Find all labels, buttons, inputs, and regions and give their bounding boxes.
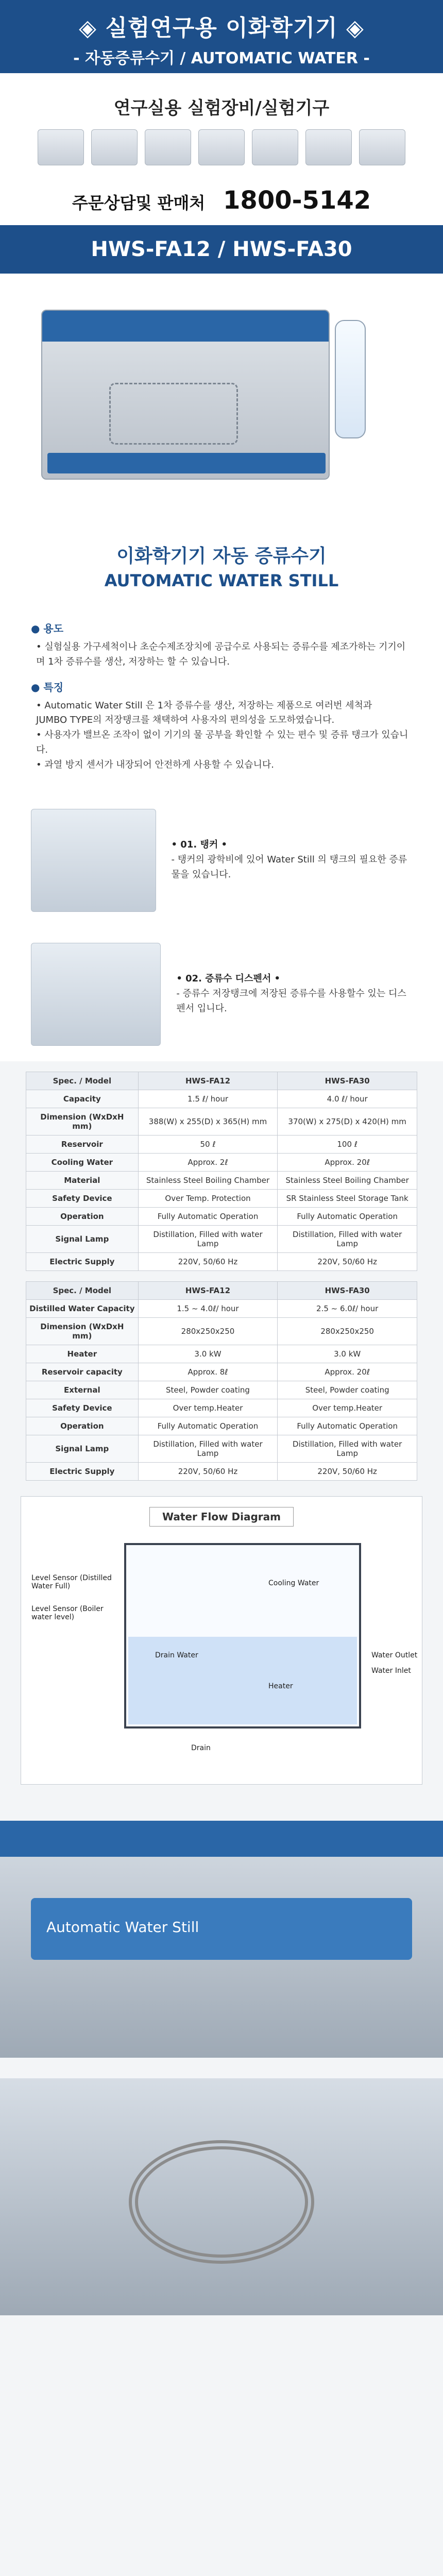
- detail-2: [0, 927, 443, 1061]
- table-row: [26, 1299, 417, 1317]
- spec1-cell: Material: [26, 1171, 139, 1189]
- control-panel: [47, 453, 326, 473]
- detail-2-title: • 02. 증류수 디스펜서 •: [176, 973, 280, 985]
- spec2-cell: Signal Lamp: [26, 1435, 139, 1462]
- spec1-cell: Distillation, Filled with water Lamp: [138, 1225, 278, 1252]
- table-row: [26, 1108, 417, 1135]
- heater-coil: [129, 2140, 314, 2264]
- feature-2: JUMBO TYPE의 저장탱크를 채택하여 사용자의 편의성을 도모하였습니다.: [36, 715, 335, 726]
- spec2-cell: 1.5 ~ 4.0ℓ/ hour: [138, 1299, 278, 1317]
- machine-top: [42, 311, 329, 342]
- water-flow-diagram: [21, 1496, 422, 1785]
- info-section: [0, 601, 443, 793]
- header-subtitle: - 자동증류수기 / AUTOMATIC WATER -: [73, 49, 370, 67]
- spec1-cell: Cooling Water: [26, 1153, 139, 1171]
- spec2-cell: Fully Automatic Operation: [278, 1417, 417, 1435]
- diagram-tank: [124, 1543, 361, 1728]
- spec2-cell: Distillation, Filled with water Lamp: [278, 1435, 417, 1462]
- diagram-label-heater: Heater: [268, 1682, 293, 1690]
- spec1-cell: 220V, 50/60 Hz: [278, 1252, 417, 1270]
- spec2-cell: Over temp.Heater: [278, 1399, 417, 1417]
- spec2-cell: Distilled Water Capacity: [26, 1299, 139, 1317]
- spec1-cell: Electric Supply: [26, 1252, 139, 1270]
- feature-3: • 사용자가 밸브온 조작이 없이 기기의 물 공부을 확인할 수 있는 편수 및 증류 탱크가 있습니다.: [36, 730, 408, 755]
- header: [0, 0, 443, 73]
- product-title: [0, 521, 443, 601]
- spec1-cell: 1.5 ℓ/ hour: [138, 1090, 278, 1108]
- spec1-header: Spec. / Model: [26, 1072, 139, 1090]
- table-row: [26, 1171, 417, 1189]
- condenser-tube: [335, 320, 366, 438]
- photo-panel: [31, 1898, 412, 1960]
- table-row: [26, 1381, 417, 1399]
- feature-title: ● 특징: [31, 681, 64, 693]
- spec2-cell: 2.5 ~ 6.0ℓ/ hour: [278, 1299, 417, 1317]
- product-image: [305, 129, 352, 165]
- diagram-label-drain-water: Drain Water: [155, 1651, 198, 1659]
- header-title: ◈ 실험연구용 이화학기기 ◈: [79, 15, 364, 41]
- spec1-header: HWS-FA12: [138, 1072, 278, 1090]
- spec1-cell: Reservoir: [26, 1135, 139, 1153]
- product-heading: 연구실용 실험장비/실험기구: [113, 98, 330, 118]
- spec2-header: HWS-FA12: [138, 1281, 278, 1299]
- spec1-cell: 370(W) x 275(D) x 420(H) mm: [278, 1108, 417, 1135]
- spec2-cell: 3.0 kW: [278, 1345, 417, 1363]
- use-title: ● 용도: [31, 622, 64, 635]
- diagram-title: Water Flow Diagram: [149, 1507, 294, 1527]
- diagram-label-level-sensor-1: Level Sensor (Distilled Water Full): [31, 1573, 112, 1590]
- water-still-machine: [41, 310, 330, 480]
- spec2-cell: Safety Device: [26, 1399, 139, 1417]
- spec2-cell: External: [26, 1381, 139, 1399]
- spec2-cell: Approx. 8ℓ: [138, 1363, 278, 1381]
- phone-label: 주문상담및 판매처: [72, 193, 206, 213]
- product-grid: [0, 119, 443, 176]
- photo-coil: [0, 2078, 443, 2315]
- product-image: [359, 129, 405, 165]
- spec2-cell: Dimension (WxDxH mm): [26, 1317, 139, 1345]
- spec1-cell: Approx. 20ℓ: [278, 1153, 417, 1171]
- model-bar: HWS-FA12 / HWS-FA30: [0, 225, 443, 274]
- table-row: [26, 1207, 417, 1225]
- table-row: [26, 1153, 417, 1171]
- use-text: • 실험실용 가구세척이나 초순수제조장치에 공급수로 사용되는 증류수를 제조가하는 기기이며 1차 증류수를 생산, 저장하는 할 수 있습니다.: [36, 641, 406, 667]
- spec1-cell: 388(W) x 255(D) x 365(H) mm: [138, 1108, 278, 1135]
- diagram-label-water-inlet: Water Inlet: [371, 1666, 411, 1675]
- spec2-cell: 220V, 50/60 Hz: [278, 1462, 417, 1480]
- spec1-cell: Dimension (WxDxH mm): [26, 1108, 139, 1135]
- spec2-cell: Steel, Powder coating: [138, 1381, 278, 1399]
- table-row: [26, 1090, 417, 1108]
- photo-section: [0, 1800, 443, 2336]
- product-image: [91, 129, 138, 165]
- spec1-cell: Signal Lamp: [26, 1225, 139, 1252]
- product-image: [198, 129, 245, 165]
- table-row: [26, 1399, 417, 1417]
- detail-1-image: [31, 809, 156, 912]
- spec2-cell: 3.0 kW: [138, 1345, 278, 1363]
- spec2-cell: 280x250x250: [278, 1317, 417, 1345]
- table-row: [26, 1435, 417, 1462]
- spec2-cell: Reservoir capacity: [26, 1363, 139, 1381]
- photo-stripe: [0, 1821, 443, 1857]
- phone-number[interactable]: 1800-5142: [223, 186, 371, 215]
- feature-4: • 과열 방지 센서가 내장되어 안전하게 사용할 수 있습니다.: [36, 759, 275, 770]
- product-image: [252, 129, 298, 165]
- vent-grille: [109, 383, 238, 445]
- spec1-cell: 100 ℓ: [278, 1135, 417, 1153]
- spec1-cell: Over Temp. Protection: [138, 1189, 278, 1207]
- spec2-cell: Heater: [26, 1345, 139, 1363]
- spec2-cell: Approx. 20ℓ: [278, 1363, 417, 1381]
- spec1-cell: SR Stainless Steel Storage Tank: [278, 1189, 417, 1207]
- spec1-cell: Operation: [26, 1207, 139, 1225]
- spec2-cell: Over temp.Heater: [138, 1399, 278, 1417]
- detail-2-text: - 증류수 저장탱크에 저장된 증류수를 사용할수 있는 디스펜서 입니다.: [176, 988, 406, 1014]
- spec1-cell: 4.0 ℓ/ hour: [278, 1090, 417, 1108]
- table-row: [26, 1252, 417, 1270]
- product-section: [0, 73, 443, 225]
- spec1-cell: Capacity: [26, 1090, 139, 1108]
- spec2-cell: Steel, Powder coating: [278, 1381, 417, 1399]
- spec2-header: HWS-FA30: [278, 1281, 417, 1299]
- product-image: [145, 129, 191, 165]
- table-row: [26, 1135, 417, 1153]
- table-row: [26, 1317, 417, 1345]
- spec1-cell: 220V, 50/60 Hz: [138, 1252, 278, 1270]
- spec1-header: HWS-FA30: [278, 1072, 417, 1090]
- detail-2-image: [31, 943, 161, 1046]
- detail-1-text: - 탱커의 광학비에 있어 Water Still 의 탱크의 필요한 증류 물을 있습니다.: [171, 854, 407, 880]
- table-row: [26, 1345, 417, 1363]
- diagram-label-cooling-water: Cooling Water: [268, 1579, 319, 1587]
- table-row: [26, 1363, 417, 1381]
- table-row: [26, 1462, 417, 1480]
- photo-panel-label: Automatic Water Still: [46, 1918, 199, 1936]
- photo-control-panel: [0, 1821, 443, 2058]
- diagram-label-drain: Drain: [191, 1743, 211, 1752]
- phone-line: [0, 186, 443, 215]
- spec1-cell: Approx. 2ℓ: [138, 1153, 278, 1171]
- spec2-cell: 220V, 50/60 Hz: [138, 1462, 278, 1480]
- table-row: [26, 1417, 417, 1435]
- spec2-cell: Distillation, Filled with water Lamp: [138, 1435, 278, 1462]
- spec2-cell: Operation: [26, 1417, 139, 1435]
- table-row: [26, 1189, 417, 1207]
- spec1-cell: Safety Device: [26, 1189, 139, 1207]
- spec-table-1: [26, 1072, 417, 1271]
- detail-1: [0, 793, 443, 927]
- product-image: [38, 129, 84, 165]
- spec2-cell: Electric Supply: [26, 1462, 139, 1480]
- spec1-cell: 50 ℓ: [138, 1135, 278, 1153]
- hero-image: [0, 274, 443, 521]
- product-title-en: AUTOMATIC WATER STILL: [104, 571, 339, 590]
- spec1-cell: Fully Automatic Operation: [138, 1207, 278, 1225]
- diagram-label-level-sensor-2: Level Sensor (Boiler water level): [31, 1604, 104, 1621]
- spec2-header: Spec. / Model: [26, 1281, 139, 1299]
- detail-1-title: • 01. 탱커 •: [171, 839, 228, 851]
- spec2-cell: Fully Automatic Operation: [138, 1417, 278, 1435]
- spec1-cell: Stainless Steel Boiling Chamber: [138, 1171, 278, 1189]
- feature-1: • Automatic Water Still 은 1차 증류수를 생산, 저장하는 제품으로 여러번 세척과: [36, 700, 372, 711]
- spec1-cell: Stainless Steel Boiling Chamber: [278, 1171, 417, 1189]
- table-row: [26, 1225, 417, 1252]
- spec-table-2: [26, 1281, 417, 1481]
- spec1-cell: Distillation, Filled with water Lamp: [278, 1225, 417, 1252]
- diagram-water: [128, 1637, 357, 1724]
- diagram-label-water-outlet: Water Outlet: [371, 1651, 418, 1659]
- spec2-cell: 280x250x250: [138, 1317, 278, 1345]
- spec1-cell: Fully Automatic Operation: [278, 1207, 417, 1225]
- product-title-ko: 이화학기기 자동 증류수기: [116, 546, 327, 567]
